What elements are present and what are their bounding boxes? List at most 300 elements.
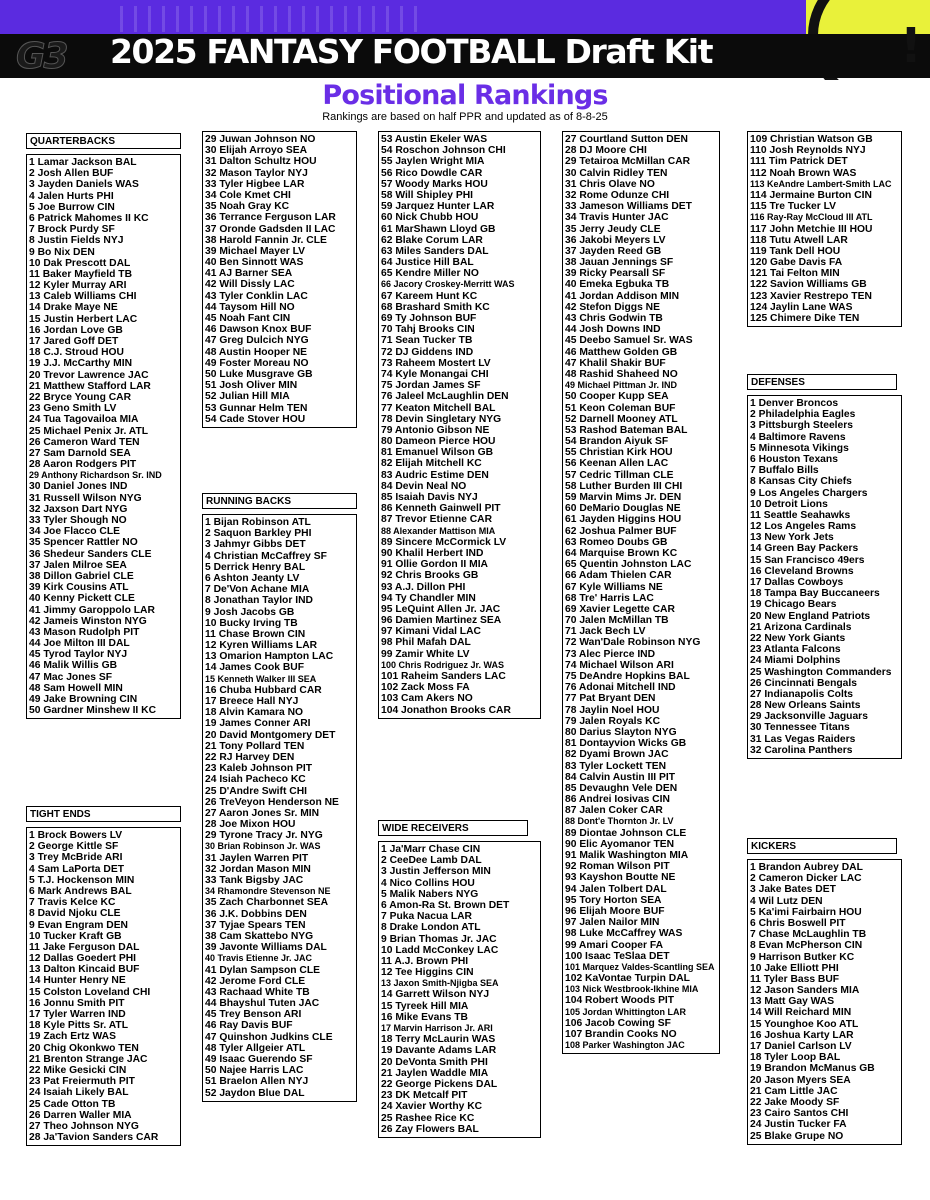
ranking-item: 90 Khalil Herbert IND — [381, 547, 484, 559]
ranking-item: 52 Jaydon Blue DAL — [205, 1087, 305, 1099]
ranking-item: 72 DJ Giddens IND — [381, 346, 474, 358]
list-box-kickers — [747, 859, 902, 1145]
ranking-item: 52 Julian Hill MIA — [205, 391, 290, 403]
ranking-item: 78 Jaylin Noel HOU — [565, 704, 660, 716]
section-running-backs — [202, 493, 357, 1102]
ranking-item: 19 Zach Ertz WAS — [29, 1031, 116, 1043]
ranking-item: 5 Malik Nabers NYG — [381, 888, 479, 900]
ranking-item: 6 Chris Boswell PIT — [750, 917, 846, 929]
ranking-item: 82 Dyami Brown JAC — [565, 749, 669, 761]
ranking-item: 49 Isaac Guerendo SF — [205, 1054, 313, 1065]
ranking-item: 65 Kendre Miller NO — [381, 268, 479, 280]
ranking-item: 47 Mac Jones SF — [29, 671, 112, 683]
ranking-item: 13 Caleb Williams CHI — [29, 291, 137, 303]
ranking-item: 43 Mason Rudolph PIT — [29, 626, 140, 638]
ranking-item: 12 Tee Higgins CIN — [381, 967, 474, 979]
ranking-item: 17 Jared Goff DET — [29, 336, 119, 347]
list-wide-receivers-cont2 — [750, 134, 900, 324]
ranking-item: 122 Savion Williams GB — [750, 279, 867, 291]
ranking-item: 59 Jarquez Hunter LAR — [381, 201, 495, 213]
ranking-item: 12 Los Angeles Rams — [750, 521, 857, 533]
ranking-item: 87 Jalen Coker CAR — [565, 805, 663, 817]
ranking-item: 63 Romeo Doubs GB — [565, 536, 668, 548]
brand-logo: G3 — [16, 36, 67, 77]
ranking-item: 12 Dallas Goedert PHI — [29, 953, 137, 965]
ranking-item: 49 Michael Pittman Jr. IND — [565, 380, 678, 391]
ranking-item: 8 Kansas City Chiefs — [750, 476, 852, 488]
ranking-item: 35 Spencer Rattler NO — [29, 537, 138, 549]
ranking-item: 28 Aaron Rodgers PIT — [29, 459, 137, 471]
ranking-item: 90 Elic Ayomanor TEN — [565, 838, 675, 850]
section-tight-ends — [26, 806, 181, 1146]
ranking-item: 61 MarShawn Lloyd GB — [381, 223, 496, 235]
ranking-item: 35 Jerry Jeudy CLE — [565, 223, 661, 235]
ranking-item: 48 Sam Howell MIN — [29, 682, 123, 694]
ranking-item: 25 Rashee Rice KC — [381, 1112, 475, 1124]
list-quarterbacks — [29, 157, 179, 716]
ranking-item: 89 Diontae Johnson CLE — [565, 827, 687, 839]
ranking-item: 98 Phil Mafah DAL — [381, 637, 471, 649]
ranking-item: 48 Tyler Allgeier ATL — [205, 1042, 306, 1054]
ranking-item: 112 Noah Brown WAS — [750, 167, 857, 179]
section-wide-receivers-cont2 — [747, 131, 902, 327]
ranking-item: 24 Isiah Pacheco KC — [205, 774, 306, 786]
ranking-item: 43 Chris Godwin TB — [565, 313, 663, 324]
ranking-item: 12 Kyren Williams LAR — [205, 640, 318, 652]
ranking-item: 46 Ray Davis BUF — [205, 1020, 293, 1032]
ranking-item: 16 Jordan Love GB — [29, 324, 123, 336]
ranking-item: 113 KeAndre Lambert-Smith LAC — [750, 178, 892, 189]
page-subtitle: Positional Rankings — [322, 80, 608, 111]
ranking-item: 23 Atlanta Falcons — [750, 644, 841, 656]
ranking-item: 51 Josh Oliver MIN — [205, 380, 298, 392]
ranking-item: 39 Michael Mayer LV — [205, 245, 305, 257]
ranking-item: 33 Jameson Williams DET — [565, 201, 692, 213]
ranking-item: 36 Jakobi Meyers LV — [565, 234, 666, 246]
ranking-item: 114 Jermaine Burton CIN — [750, 189, 872, 201]
ranking-item: 109 Christian Watson GB — [750, 134, 873, 145]
ranking-item: 96 Damien Martinez SEA — [381, 615, 502, 627]
ranking-item: 8 Jonathan Taylor IND — [205, 595, 313, 607]
ranking-item: 70 Tahj Brooks CIN — [381, 324, 475, 336]
ranking-item: 9 Bo Nix DEN — [29, 246, 95, 258]
ranking-item: 45 Noah Fant CIN — [205, 313, 291, 324]
ranking-item: 102 Zack Moss FA — [381, 682, 470, 694]
ranking-item: 30 Daniel Jones IND — [29, 481, 128, 493]
ranking-item: 30 Calvin Ridley TEN — [565, 167, 668, 179]
ranking-item: 4 Sam LaPorta DET — [29, 863, 124, 875]
ranking-item: 32 Mason Taylor NYJ — [205, 167, 308, 179]
ranking-item: 42 Jameis Winston NYG — [29, 615, 147, 627]
ranking-item: 32 Carolina Panthers — [750, 744, 853, 756]
ranking-item: 19 Davante Adams LAR — [381, 1045, 497, 1057]
ranking-item: 101 Raheim Sanders LAC — [381, 671, 506, 682]
ranking-item: 31 Russell Wilson NYG — [29, 492, 142, 504]
ranking-item: 99 Amari Cooper FA — [565, 939, 664, 951]
ranking-item: 26 Darren Waller MIA — [29, 1109, 132, 1121]
ranking-item: 10 Detroit Lions — [750, 498, 828, 510]
ranking-item: 55 Christian Kirk HOU — [565, 447, 673, 459]
ranking-item: 51 Keon Coleman BUF — [565, 402, 676, 414]
ranking-item: 29 Jacksonville Jaguars — [750, 711, 868, 723]
ranking-item: 31 Chris Olave NO — [565, 178, 655, 190]
ranking-item: 50 Najee Harris LAC — [205, 1065, 304, 1077]
ranking-item: 111 Tim Patrick DET — [750, 156, 848, 168]
ranking-item: 64 Marquise Brown KC — [565, 547, 678, 559]
ranking-item: 57 Woody Marks HOU — [381, 178, 488, 190]
ranking-item: 20 Jason Myers SEA — [750, 1074, 851, 1086]
ranking-item: 23 Kaleb Johnson PIT — [205, 763, 312, 775]
ranking-item: 18 Terry McLaurin WAS — [381, 1034, 496, 1046]
ranking-item: 93 A.J. Dillon PHI — [381, 581, 466, 593]
ranking-item: 50 Cooper Kupp SEA — [565, 391, 669, 403]
ranking-item: 16 Joshua Karty LAR — [750, 1029, 854, 1041]
ranking-item: 35 Noah Gray KC — [205, 201, 290, 213]
ranking-item: 22 George Pickens DAL — [381, 1078, 498, 1090]
ranking-item: 66 Adam Thielen CAR — [565, 570, 672, 582]
ranking-item: 91 Ollie Gordon II MIA — [381, 559, 488, 571]
ranking-item: 41 Jordan Addison MIN — [565, 290, 680, 302]
ranking-item: 100 Isaac TeSlaa DET — [565, 950, 670, 962]
ranking-item: 24 Xavier Worthy KC — [381, 1101, 483, 1113]
ranking-item: 5 T.J. Hockenson MIN — [29, 874, 135, 886]
ranking-item: 20 DeVonta Smith PHI — [381, 1056, 488, 1068]
ranking-item: 36 J.K. Dobbins DEN — [205, 908, 307, 920]
ranking-item: 42 Will Dissly LAC — [205, 279, 295, 291]
ranking-item: 11 Jake Ferguson DAL — [29, 941, 140, 953]
ranking-item: 4 Baltimore Ravens — [750, 431, 846, 443]
ranking-item: 96 Elijah Moore BUF — [565, 905, 665, 917]
ranking-item: 14 Garrett Wilson NYJ — [381, 989, 490, 1001]
ranking-item: 97 Kimani Vidal LAC — [381, 626, 481, 638]
ranking-item: 25 D'Andre Swift CHI — [205, 785, 307, 797]
ranking-item: 15 Justin Herbert LAC — [29, 313, 138, 325]
section-header-wide-receivers: WIDE RECEIVERS — [378, 820, 528, 836]
section-header-running-backs: RUNNING BACKS — [202, 493, 357, 509]
ranking-item: 35 Zach Charbonnet SEA — [205, 897, 329, 909]
ranking-item: 13 Omarion Hampton LAC — [205, 651, 334, 663]
ranking-item: 30 Brian Robinson Jr. WAS — [205, 841, 321, 852]
ranking-item: 120 Gabe Davis FA — [750, 257, 843, 269]
ranking-item: 2 Cameron Dicker LAC — [750, 873, 862, 885]
ranking-item: 21 Arizona Cardinals — [750, 621, 852, 633]
ranking-item: 76 Jaleel McLaughlin DEN — [381, 391, 509, 403]
list-box-defenses — [747, 395, 902, 759]
ranking-item: 6 Mark Andrews BAL — [29, 885, 132, 897]
ranking-item: 14 Drake Maye NE — [29, 302, 118, 314]
list-wide-receivers-cont — [565, 134, 718, 1051]
ranking-item: 24 Isaiah Likely BAL — [29, 1087, 129, 1099]
ranking-item: 87 Trevor Etienne CAR — [381, 514, 493, 526]
ranking-item: 32 Jordan Mason MIN — [205, 863, 311, 875]
ranking-item: 13 Matt Gay WAS — [750, 996, 835, 1008]
ranking-item: 11 Baker Mayfield TB — [29, 268, 133, 280]
ranking-item: 44 Joe Milton III DAL — [29, 638, 130, 650]
ranking-item: 116 Ray-Ray McCloud III ATL — [750, 212, 873, 223]
ranking-item: 74 Michael Wilson ARI — [565, 659, 674, 671]
list-box-tight-ends-cont — [202, 131, 357, 428]
ranking-item: 16 Cleveland Browns — [750, 565, 854, 577]
ranking-item: 15 Tyreek Hill MIA — [381, 1000, 469, 1012]
ranking-item: 5 Joe Burrow CIN — [29, 201, 115, 213]
ranking-item: 26 Zay Flowers BAL — [381, 1123, 479, 1135]
ranking-item: 5 Derrick Henry BAL — [205, 561, 306, 573]
ranking-item: 4 Nico Collins HOU — [381, 877, 475, 889]
ranking-item: 19 J.J. McCarthy MIN — [29, 358, 133, 370]
ranking-item: 83 Audric Estime DEN — [381, 469, 489, 481]
ranking-item: 19 James Conner ARI — [205, 718, 311, 730]
ranking-item: 63 Miles Sanders DAL — [381, 245, 489, 257]
ranking-item: 32 Jaxson Dart NYG — [29, 503, 128, 515]
ranking-item: 40 Kenny Pickett CLE — [29, 593, 135, 605]
ranking-item: 9 Josh Jacobs GB — [205, 606, 295, 618]
ranking-item: 5 Ka'imi Fairbairn HOU — [750, 906, 862, 918]
ranking-item: 54 Cade Stover HOU — [205, 413, 306, 425]
ranking-item: 79 Jalen Royals KC — [565, 715, 661, 727]
ranking-item: 11 Tyler Bass BUF — [750, 973, 840, 985]
ranking-item: 46 Malik Willis GB — [29, 660, 118, 672]
ranking-item: 1 Lamar Jackson BAL — [29, 157, 137, 168]
ranking-item: 118 Tutu Atwell LAR — [750, 234, 848, 246]
ranking-item: 83 Tyler Lockett TEN — [565, 760, 667, 772]
ranking-item: 92 Chris Brooks GB — [381, 570, 479, 582]
ranking-item: 1 Ja'Marr Chase CIN — [381, 844, 481, 855]
ranking-item: 49 Jake Browning CIN — [29, 694, 138, 705]
list-box-wide-receivers-cont — [562, 131, 720, 1054]
ranking-item: 23 Cairo Santos CHI — [750, 1108, 849, 1120]
ranking-item: 103 Nick Westbrook-Ikhine MIA — [565, 984, 699, 995]
ranking-item: 23 Pat Freiermuth PIT — [29, 1076, 135, 1088]
ranking-item: 10 Ladd McConkey LAC — [381, 944, 499, 956]
ranking-item: 28 Joe Mixon HOU — [205, 819, 296, 831]
list-tight-ends-cont — [205, 134, 355, 425]
ranking-item: 46 Matthew Golden GB — [565, 346, 678, 358]
ranking-item: 23 Geno Smith LV — [29, 403, 117, 415]
ranking-item: 54 Roschon Johnson CHI — [381, 145, 506, 157]
ranking-item: 17 Tyler Warren IND — [29, 1009, 126, 1020]
ranking-item: 19 Brandon McManus GB — [750, 1063, 875, 1075]
list-running-backs-cont — [381, 134, 539, 716]
ranking-item: 80 Dameon Pierce HOU — [381, 436, 496, 448]
ranking-item: 95 LeQuint Allen Jr. JAC — [381, 603, 501, 615]
ranking-item: 4 Christian McCaffrey SF — [205, 550, 327, 562]
ranking-item: 21 Tony Pollard TEN — [205, 740, 305, 752]
ranking-item: 13 Jaxon Smith-Njigba SEA — [381, 978, 499, 989]
ranking-item: 2 CeeDee Lamb DAL — [381, 855, 482, 867]
ranking-item: 15 Younghoe Koo ATL — [750, 1018, 859, 1030]
ranking-item: 97 Jalen Nailor MIN — [565, 917, 660, 929]
ranking-item: 22 Mike Gesicki CIN — [29, 1064, 127, 1076]
ranking-item: 26 TreVeyon Henderson NE — [205, 796, 339, 808]
ranking-item: 62 Blake Corum LAR — [381, 234, 483, 246]
ranking-item: 1 Denver Broncos — [750, 398, 839, 409]
section-defenses — [747, 374, 902, 759]
ranking-item: 50 Luke Musgrave GB — [205, 368, 313, 380]
ranking-item: 60 Nick Chubb HOU — [381, 212, 479, 224]
list-running-backs — [205, 517, 355, 1099]
ranking-item: 110 Josh Reynolds NYJ — [750, 145, 866, 157]
list-tight-ends — [29, 830, 179, 1143]
ranking-item: 26 Cincinnati Bengals — [750, 677, 858, 689]
list-box-running-backs — [202, 514, 357, 1102]
ranking-item: 69 Xavier Legette CAR — [565, 603, 675, 615]
ranking-item: 43 Rachaad White TB — [205, 986, 310, 998]
section-header-tight-ends: TIGHT ENDS — [26, 806, 181, 822]
section-header-quarterbacks: QUARTERBACKS — [26, 133, 181, 149]
ranking-item: 22 Bryce Young CAR — [29, 391, 132, 403]
ranking-item: 18 Tyler Loop BAL — [750, 1052, 841, 1064]
ranking-item: 53 Austin Ekeler WAS — [381, 134, 488, 145]
ranking-item: 37 Tyjae Spears TEN — [205, 919, 306, 931]
ranking-item: 26 Cameron Ward TEN — [29, 436, 140, 448]
ranking-item: 45 Deebo Samuel Sr. WAS — [565, 335, 693, 347]
ranking-item: 15 Kenneth Walker III SEA — [205, 673, 317, 684]
ranking-item: 104 Robert Woods PIT — [565, 995, 675, 1007]
ranking-item: 84 Calvin Austin III PIT — [565, 771, 676, 783]
ranking-item: 44 Josh Downs IND — [565, 324, 661, 336]
ranking-item: 75 Jordan James SF — [381, 380, 481, 392]
ranking-item: 53 Rashod Bateman BAL — [565, 424, 688, 436]
ranking-item: 17 Breece Hall NYJ — [205, 696, 299, 707]
ranking-item: 88 Dont'e Thornton Jr. LV — [565, 816, 674, 827]
ranking-item: 9 Harrison Butker KC — [750, 951, 855, 963]
section-tight-ends-cont — [202, 131, 357, 428]
ranking-item: 25 Blake Grupe NO — [750, 1130, 844, 1142]
ranking-item: 47 Greg Dulcich NYG — [205, 335, 309, 347]
ranking-item: 91 Malik Washington MIA — [565, 850, 689, 861]
ranking-item: 5 Minnesota Vikings — [750, 442, 849, 454]
ranking-item: 29 Tyrone Tracy Jr. NYG — [205, 830, 323, 842]
ranking-item: 86 Kenneth Gainwell PIT — [381, 503, 501, 515]
ranking-item: 53 Gunnar Helm TEN — [205, 402, 308, 414]
ranking-item: 19 Chicago Bears — [750, 599, 837, 611]
ranking-item: 93 Kayshon Boutte NE — [565, 872, 676, 884]
ranking-item: 76 Adonai Mitchell IND — [565, 682, 676, 694]
ranking-item: 3 Trey McBride ARI — [29, 852, 123, 864]
ranking-item: 41 AJ Barner SEA — [205, 268, 293, 280]
ranking-item: 59 Marvin Mims Jr. DEN — [565, 492, 682, 503]
ranking-item: 33 Tyler Shough NO — [29, 515, 127, 526]
ranking-item: 92 Roman Wilson PIT — [565, 861, 670, 873]
ranking-item: 21 Matthew Stafford LAR — [29, 380, 151, 392]
ranking-item: 10 Bucky Irving TB — [205, 617, 298, 629]
ranking-item: 18 Alvin Kamara NO — [205, 707, 304, 719]
ranking-item: 24 Tua Tagovailoa MIA — [29, 414, 139, 426]
ranking-item: 14 Will Reichard MIN — [750, 1007, 852, 1019]
ranking-item: 24 Miami Dolphins — [750, 655, 841, 667]
ranking-item: 25 Cade Otton TB — [29, 1098, 116, 1110]
ranking-item: 88 Alexander Mattison MIA — [381, 525, 496, 536]
ranking-item: 22 New York Giants — [750, 632, 846, 644]
ranking-item: 85 Devaughn Vele DEN — [565, 782, 678, 794]
ranking-item: 52 Darnell Mooney ATL — [565, 413, 678, 425]
ranking-item: 22 Jake Moody SF — [750, 1096, 840, 1108]
ranking-item: 48 Rashid Shaheed NO — [565, 368, 678, 380]
ranking-item: 14 James Cook BUF — [205, 662, 305, 674]
ranking-item: 104 Jonathon Brooks CAR — [381, 704, 511, 716]
ranking-item: 13 New York Jets — [750, 532, 834, 544]
ranking-item: 6 Ashton Jeanty LV — [205, 572, 300, 584]
ranking-item: 8 Evan McPherson CIN — [750, 940, 863, 952]
ranking-item: 28 Ja'Tavion Sanders CAR — [29, 1132, 159, 1144]
ranking-item: 42 Stefon Diggs NE — [565, 301, 660, 313]
ranking-item: 11 Chase Brown CIN — [205, 628, 306, 640]
ranking-item: 77 Keaton Mitchell BAL — [381, 402, 496, 414]
ranking-item: 54 Brandon Aiyuk SF — [565, 436, 669, 448]
ranking-item: 117 John Metchie III HOU — [750, 223, 873, 235]
ranking-item: 23 DK Metcalf PIT — [381, 1090, 468, 1102]
ranking-item: 27 Theo Johnson NYG — [29, 1120, 139, 1132]
section-running-backs-cont — [378, 131, 541, 719]
ranking-item: 102 KaVontae Turpin DAL — [565, 973, 690, 985]
ranking-item: 68 Tre' Harris LAC — [565, 592, 654, 604]
ranking-item: 27 Aaron Jones Sr. MIN — [205, 807, 320, 819]
ranking-item: 36 Terrance Ferguson LAR — [205, 212, 336, 224]
ranking-item: 12 Jason Sanders MIA — [750, 985, 860, 997]
ranking-item: 41 Jimmy Garoppolo LAR — [29, 604, 155, 616]
ranking-item: 71 Jack Bech LV — [565, 626, 646, 638]
ranking-item: 31 Las Vegas Raiders — [750, 733, 856, 745]
ranking-item: 46 Dawson Knox BUF — [205, 324, 312, 336]
ranking-item: 1 Brandon Aubrey DAL — [750, 862, 863, 873]
ranking-item: 107 Brandin Cooks NO — [565, 1029, 677, 1040]
ranking-item: 39 Javonte Williams DAL — [205, 942, 327, 954]
ranking-item: 9 Brian Thomas Jr. JAC — [381, 933, 497, 945]
ranking-item: 7 Puka Nacua LAR — [381, 911, 472, 923]
ranking-item: 11 Seattle Seahawks — [750, 509, 851, 521]
ranking-item: 73 Alec Pierce IND — [565, 648, 656, 660]
ranking-item: 94 Jalen Tolbert DAL — [565, 883, 667, 895]
ranking-item: 2 Josh Allen BUF — [29, 168, 114, 180]
ranking-item: 38 Jauan Jennings SF — [565, 257, 674, 269]
ranking-item: 25 Michael Penix Jr. ATL — [29, 425, 149, 437]
ranking-item: 47 Quinshon Judkins CLE — [205, 1031, 333, 1043]
ranking-item: 79 Antonio Gibson NE — [381, 424, 490, 436]
ranking-item: 65 Quentin Johnston LAC — [565, 559, 692, 571]
ranking-item: 103 Cam Akers NO — [381, 693, 473, 705]
list-box-tight-ends — [26, 827, 181, 1146]
ranking-item: 94 Ty Chandler MIN — [381, 592, 476, 604]
ranking-item: 18 C.J. Stroud HOU — [29, 347, 124, 359]
ranking-item: 21 Brenton Strange JAC — [29, 1053, 148, 1065]
ranking-item: 40 Emeka Egbuka TB — [565, 279, 670, 291]
ranking-item: 49 Foster Moreau NO — [205, 357, 309, 369]
ranking-item: 7 De'Von Achane MIA — [205, 584, 310, 596]
ranking-item: 86 Andrei Iosivas CIN — [565, 794, 670, 806]
ranking-item: 36 Shedeur Sanders CLE — [29, 548, 152, 560]
ranking-item: 1 Bijan Robinson ATL — [205, 517, 311, 528]
ranking-item: 9 Evan Engram DEN — [29, 919, 128, 931]
ranking-item: 16 Chuba Hubbard CAR — [205, 684, 322, 696]
page-title: 2025 FANTASY FOOTBALL Draft Kit — [110, 32, 713, 71]
ranking-item: 31 Jaylen Warren PIT — [205, 852, 309, 864]
ranking-item: 3 Jahmyr Gibbs DET — [205, 539, 306, 551]
ranking-item: 98 Luke McCaffrey WAS — [565, 928, 683, 940]
ranking-item: 24 Justin Tucker FA — [750, 1119, 847, 1131]
ranking-item: 34 Rhamondre Stevenson NE — [205, 886, 331, 897]
ranking-item: 124 Jaylin Lane WAS — [750, 301, 853, 313]
ranking-item: 44 Taysom Hill NO — [205, 301, 295, 313]
ranking-item: 47 Khalil Shakir BUF — [565, 357, 666, 369]
ranking-item: 38 Dillon Gabriel CLE — [29, 570, 134, 582]
ranking-item: 38 Harold Fannin Jr. CLE — [205, 234, 327, 246]
ranking-item: 89 Sincere McCormick LV — [381, 536, 507, 548]
ranking-item: 100 Chris Rodriguez Jr. WAS — [381, 659, 505, 670]
ranking-item: 45 Trey Benson ARI — [205, 1009, 302, 1021]
ranking-item: 62 Joshua Palmer BUF — [565, 525, 677, 537]
ranking-item: 10 Dak Prescott DAL — [29, 257, 131, 269]
ranking-item: 82 Elijah Mitchell KC — [381, 458, 482, 470]
